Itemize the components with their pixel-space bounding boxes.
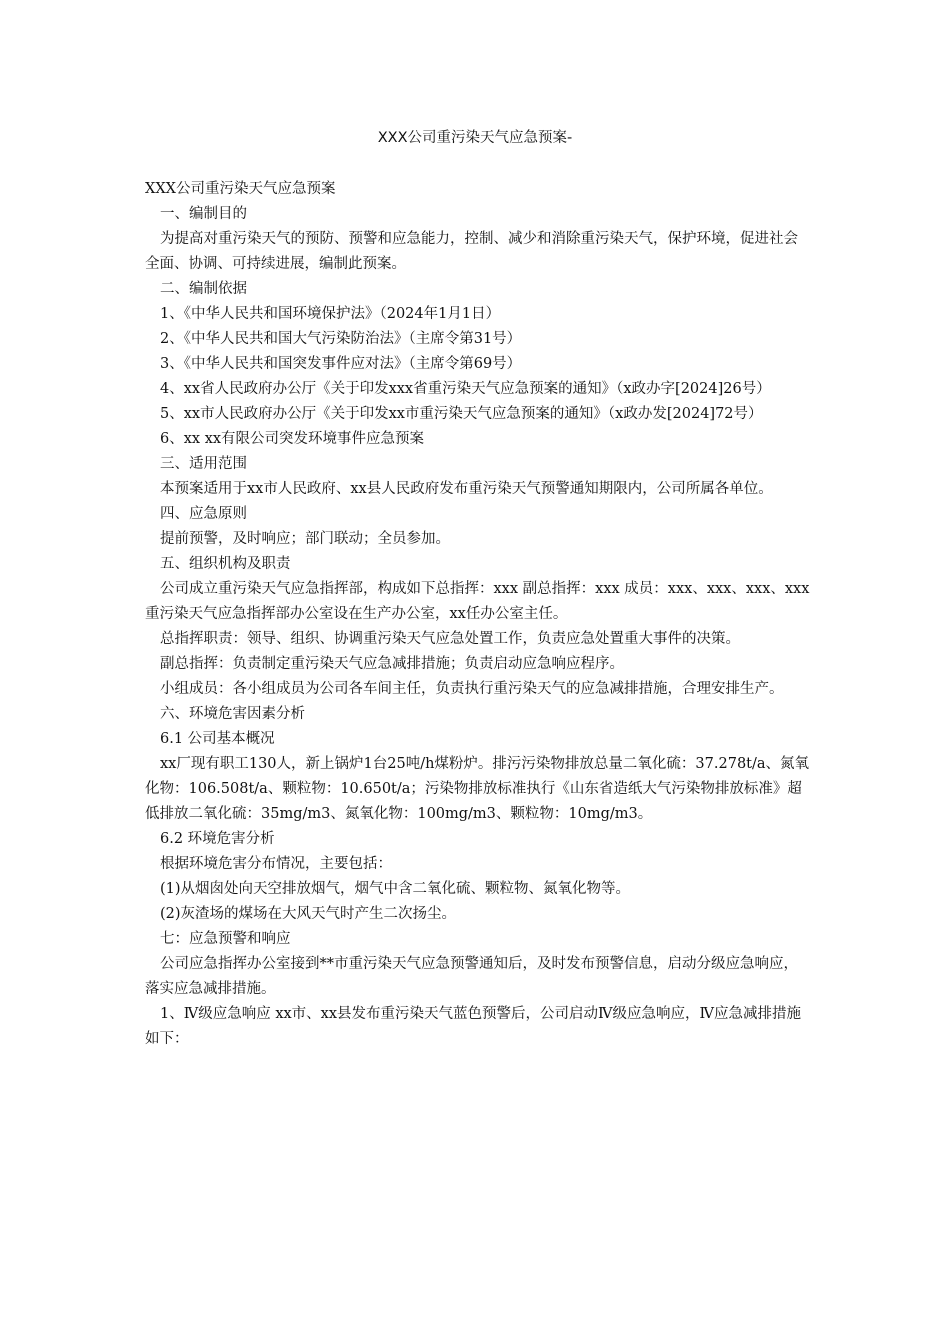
paragraph: 1、《中华人民共和国环境保护法》（2024年1月1日）: [160, 306, 501, 322]
paragraph: 4、xx省人民政府办公厅《关于印发xxx省重污染天气应急预案的通知》（x政办字[2024]26号）: [160, 381, 771, 397]
paragraph: 根据环境危害分布情况，主要包括：: [160, 856, 392, 872]
paragraph: 5、xx市人民政府办公厅《关于印发xx市重污染天气应急预案的通知》（x政办发[2024]72号）: [160, 406, 763, 422]
paragraph: 总指挥职责：领导、组织、协调重污染天气应急处置工作，负责应急处置重大事件的决策。: [160, 631, 740, 647]
paragraph: 一、编制目的: [160, 206, 247, 222]
paragraph: 公司成立重污染天气应急指挥部，构成如下总指挥：xxx 副总指挥：xxx 成员：xxx、xxx、xxx、xxx 重污染天气应急指挥部办公室设在生产办公室，xx任办公室主任。: [145, 581, 810, 622]
paragraph: 6.1 公司基本概况: [160, 731, 275, 747]
paragraph: 提前预警，及时响应；部门联动；全员参加。: [160, 531, 450, 547]
paragraph: 6、xx xx有限公司突发环境事件应急预案: [160, 431, 425, 447]
paragraph: 本预案适用于xx市人民政府、xx县人民政府发布重污染天气预警通知期限内，公司所属各单位。: [160, 481, 773, 497]
paragraph: 副总指挥：负责制定重污染天气应急减排措施；负责启动应急响应程序。: [160, 656, 624, 672]
paragraph: 四、应急原则: [160, 506, 247, 522]
paragraph: 3、《中华人民共和国突发事件应对法》（主席令第69号）: [160, 356, 522, 372]
paragraph: 6.2 环境危害分析: [160, 831, 275, 847]
paragraph: 为提高对重污染天气的预防、预警和应急能力，控制、减少和消除重污染天气，保护环境，促进社会全面、协调、可持续进展，编制此预案。: [145, 231, 798, 272]
paragraph: 1、Ⅳ级应急响应 xx市、xx县发布重污染天气蓝色预警后，公司启动Ⅳ级应急响应，Ⅳ应急减排措施如下：: [145, 1006, 801, 1047]
paragraph: 公司应急指挥办公室接到**市重污染天气应急预警通知后，及时发布预警信息，启动分级应急响应，落实应急减排措施。: [145, 956, 798, 997]
paragraph: (2)灰渣场的煤场在大风天气时产生二次扬尘。: [160, 906, 457, 922]
paragraph: (1)从烟囱处向天空排放烟气，烟气中含二氧化硫、颗粒物、氮氧化物等。: [160, 881, 631, 897]
paragraph: xx厂现有职工130人，新上锅炉1台25吨/h煤粉炉。排污污染物排放总量二氧化硫：37.278t/a、氮氧化物：106.508t/a、颗粒物：10.650t/a；污染物排放标准执行《山东省造纸大气污染物排放标准》超低排放二氧化硫：35mg/m3、氮氧化物：100mg/m3、颗粒物：10mg/m3。: [145, 756, 810, 822]
paragraph: 2、《中华人民共和国大气污染防治法》（主席令第31号）: [160, 331, 522, 347]
paragraph: 二、编制依据: [160, 281, 247, 297]
document-body: [145, 177, 810, 1052]
paragraph: 七：应急预警和响应: [160, 931, 291, 947]
document-title: XXX公司重污染天气应急预案-: [377, 130, 573, 146]
paragraph: 三、适用范围: [160, 456, 247, 472]
paragraph: XXX公司重污染天气应急预案: [145, 181, 336, 197]
paragraph: 六、环境危害因素分析: [160, 706, 305, 722]
paragraph: 小组成员：各小组成员为公司各车间主任，负责执行重污染天气的应急减排措施，合理安排生产。: [160, 681, 784, 697]
paragraph: 五、组织机构及职责: [160, 556, 291, 572]
